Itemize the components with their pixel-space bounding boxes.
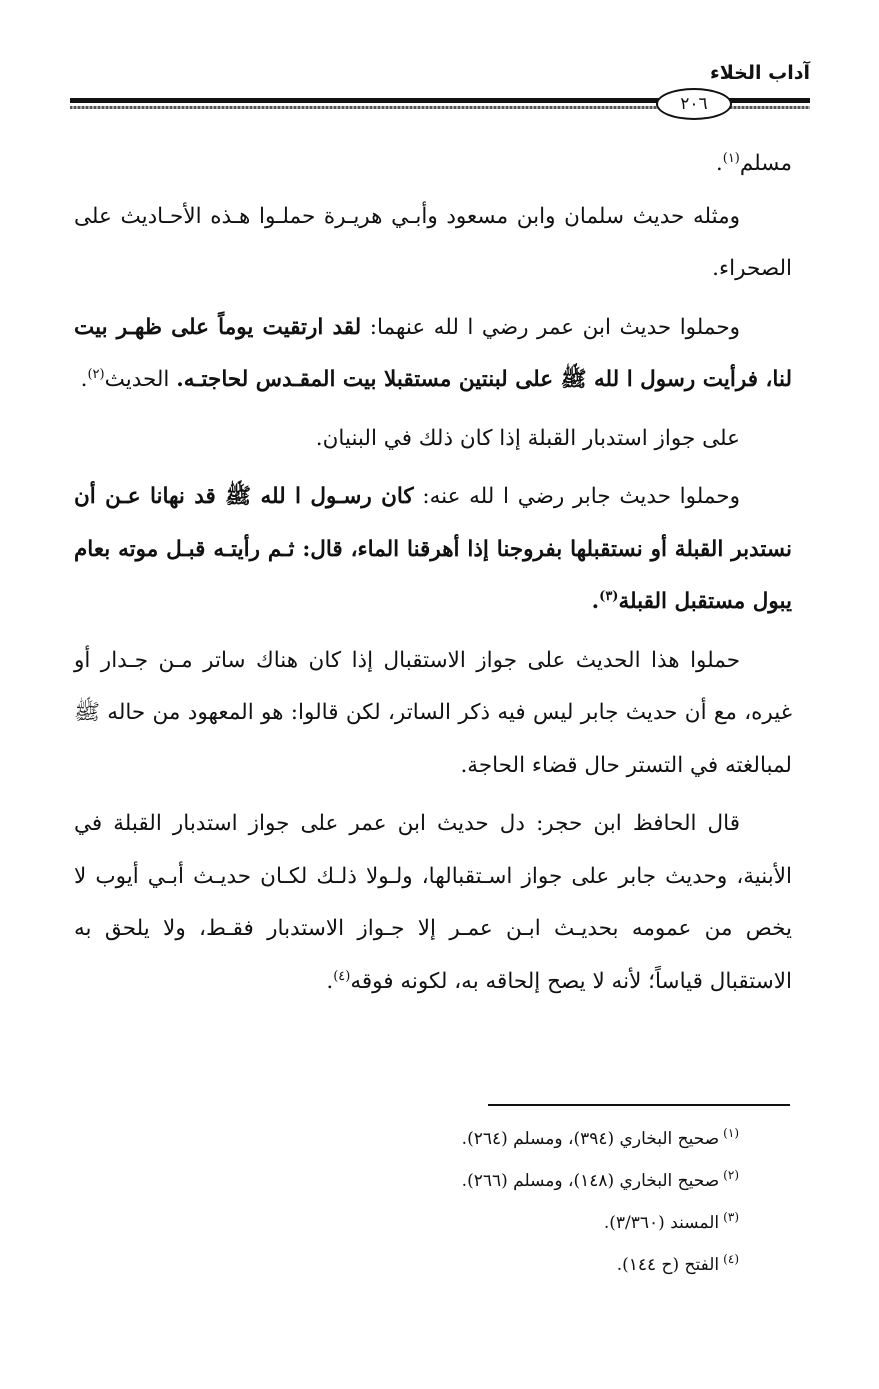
main-text <box>74 138 792 1014</box>
footnote-number: (٤) <box>723 1252 739 1267</box>
punctuation: . <box>80 367 88 392</box>
footnote-text: صحيح البخاري (٣٩٤)، ومسلم (٢٦٤). <box>461 1129 720 1149</box>
footnote-separator <box>488 1104 790 1106</box>
paragraph <box>74 138 792 191</box>
footnote-ref[interactable]: (٣) <box>599 588 619 604</box>
paragraph: ومثله حديث سلمان وابن مسعود وأبـي هريـرة حملـوا هـذه الأحـاديث على الصحراء. <box>74 203 792 281</box>
punctuation: . <box>715 151 723 176</box>
paragraph <box>74 302 792 407</box>
paragraph-text: وحملوا حديث ابن عمر رضي ا لله عنهما: <box>361 314 740 340</box>
footnote-number: (٣) <box>723 1210 739 1225</box>
running-title: آداب الخلاء <box>710 62 810 84</box>
paragraph-text: الحديث <box>104 367 177 392</box>
hadith-quote: كان رسـول ا لله ﷺ قد نهانا عـن أن نستدبر القبلة أو نستقبلها بفروجنا إذا أهرقنا الماء، قال: ثـم رأيتـه قبـل موته بعام يبول مستقبل القبلة <box>74 484 792 614</box>
paragraph <box>74 798 792 1008</box>
footnote-text: الفتح (ح ١٤٤). <box>616 1255 720 1275</box>
paragraph-text: وحملوا حديث جابر رضي ا لله عنه: <box>413 484 740 509</box>
footnote-text: صحيح البخاري (١٤٨)، ومسلم (٢٦٦). <box>461 1171 720 1191</box>
punctuation: . <box>326 968 334 994</box>
punctuation: . <box>591 589 600 614</box>
footnote-ref[interactable]: (١) <box>722 150 740 166</box>
paragraph: على جواز استدبار القبلة إذا كان ذلك في البنيان. <box>315 425 740 451</box>
footnote-ref[interactable]: (٢) <box>87 366 105 382</box>
footnote-text: المسند (٣/٣٦٠). <box>603 1213 720 1233</box>
footnote-number: (٢) <box>723 1168 739 1183</box>
footnote-item <box>219 1118 739 1160</box>
paragraph: حملوا هذا الحديث على جواز الاستقبال إذا كان هناك ساتر مـن جـدار أو غيره، مع أن حديث جابر ليس فيه ذكر الساتر، لكن قالوا: هو المعهود من حاله ﷺ لمبالغته في التستر حال قضاء الحاجة. <box>74 647 792 778</box>
paragraph-text: مسلم <box>739 151 792 176</box>
footnote-item <box>219 1244 739 1286</box>
hadith-quote: لقد ارتقيت يوماً على ظهـر بيت لنا، فرأيت رسول ا لله ﷺ على لبنتين مستقبلا بيت المقـدس لحاجتـه. <box>74 314 792 392</box>
footnote-item <box>219 1160 739 1202</box>
page-number: ٢٠٦ <box>656 88 732 120</box>
footnote-number: (١) <box>723 1126 739 1141</box>
paragraph-text: قال الحافظ ابن حجر: دل حديث ابن عمر على جواز استدبار القبلة في الأبنية، وحديث جابر على جواز اسـتقبالها، ولـولا ذلـك لكـان حديـث أبـي أيوب لا يخص من عمومه بحديـث ابـن عمـر إلا جـواز الاستدبار فقـط، ولا يلحق به الاستقبال قياساً؛ لأنه لا يصح إلحاقه به، لكونه فوقه <box>74 811 792 994</box>
footnotes <box>219 1118 739 1286</box>
footnote-item <box>219 1202 739 1244</box>
footnote-ref[interactable]: (٤) <box>333 968 351 984</box>
page-header <box>70 58 810 118</box>
paragraph <box>74 471 792 629</box>
